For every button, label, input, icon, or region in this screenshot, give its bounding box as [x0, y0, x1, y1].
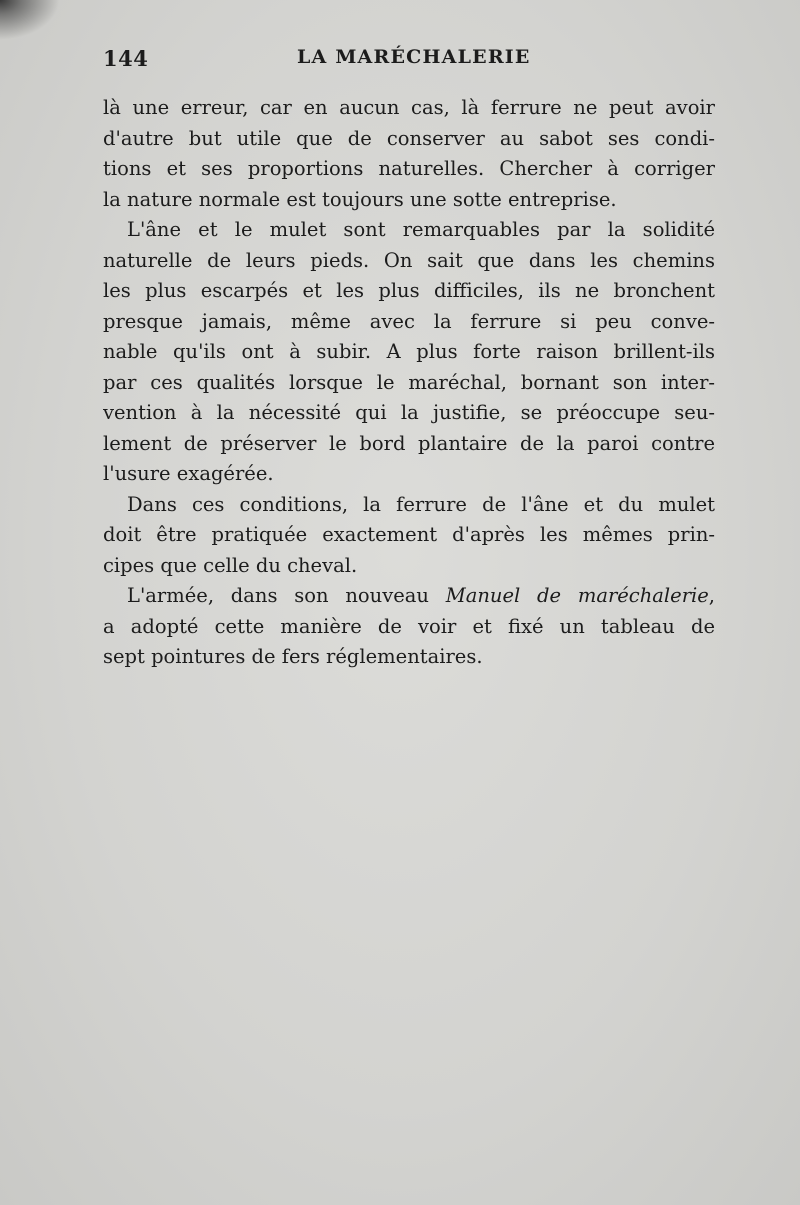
paragraph-3: [103, 490, 715, 582]
page-corner-shadow: [0, 0, 60, 40]
text-line: là une erreur, car en aucun cas, là ferrure ne peut avoir: [103, 96, 715, 119]
text-line: lement de préserver le bord plantaire de la paroi contre: [103, 431, 715, 455]
text-line: nable qu'ils ont à subir. A plus forte raison brillent-ils: [103, 340, 715, 363]
text-line: naturelle de leurs pieds. On sait que dans les chemins: [103, 248, 715, 272]
text-line: par ces qualités lorsque le maréchal, bornant son inter-: [103, 370, 715, 394]
page-header: [103, 46, 715, 76]
text-line: L'âne et le mulet sont remarquables par la solidité: [127, 218, 715, 241]
text-line: cipes que celle du cheval.: [103, 553, 358, 577]
text-line: tions et ses proportions naturelles. Chercher à corriger: [103, 157, 715, 180]
text-line: [103, 581, 715, 612]
text-run: L'armée, dans son nouveau: [127, 584, 446, 607]
text-line: doit être pratiquée exactement d'après les mêmes prin-: [103, 523, 715, 546]
paragraph-4: [103, 581, 715, 673]
italic-title: Manuel de maréchalerie: [445, 584, 709, 607]
text-line: l'usure exagérée.: [103, 462, 274, 485]
paragraph-2: [103, 215, 715, 490]
page-body: [103, 93, 715, 673]
text-line: les plus escarpés et les plus difficiles, ils ne bronchent: [103, 279, 715, 302]
text-line: Dans ces conditions, la ferrure de l'âne et du mulet: [127, 492, 715, 516]
text-line: d'autre but utile que de conserver au sabot ses condi-: [103, 126, 715, 150]
page-number: 144: [103, 46, 149, 71]
text-line: presque jamais, même avec la ferrure si peu conve-: [103, 309, 715, 333]
text-line: vention à la nécessité qui la justifie, se préoccupe seu-: [103, 401, 715, 424]
running-title: LA MARÉCHALERIE: [297, 46, 531, 68]
paragraph-1: [103, 93, 715, 215]
text-line: la nature normale est toujours une sotte entreprise.: [103, 187, 617, 211]
text-line: a adopté cette manière de voir et fixé un tableau de: [103, 614, 715, 638]
text-run: ,: [708, 584, 715, 607]
text-line: sept pointures de fers réglementaires.: [103, 645, 483, 668]
